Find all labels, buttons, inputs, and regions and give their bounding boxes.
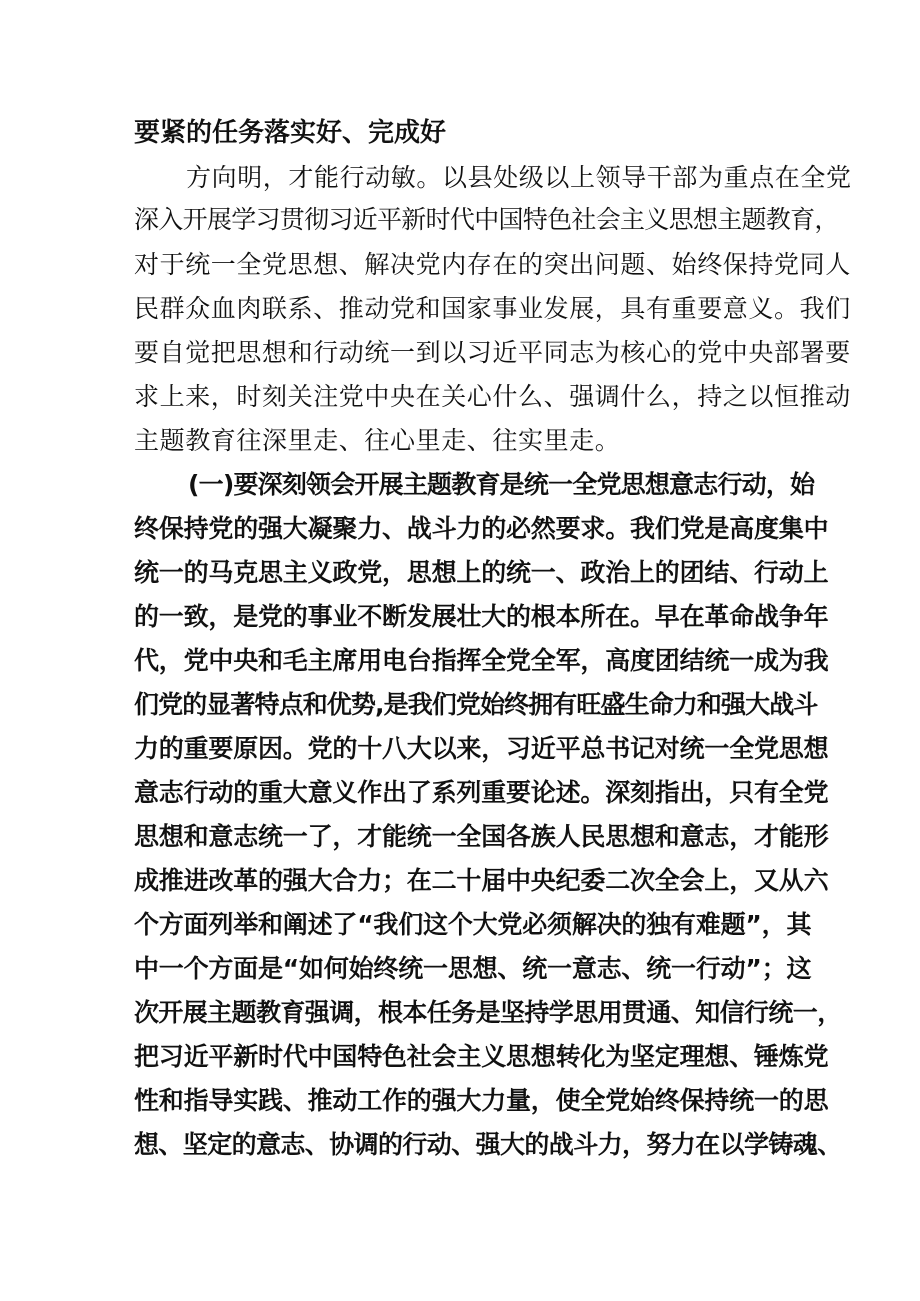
paragraph2-line-9: 思想和意志统一了，才能统一全国各族人民思想和意志，才能形 xyxy=(134,822,829,851)
paragraph2-line-1: (一)要深刻领会开展主题教育是统一全党思想意志行动，始 xyxy=(188,470,815,499)
paragraph2-line-10: 成推进改革的强大合力；在二十届中央纪委二次全会上，又从六 xyxy=(134,866,829,895)
paragraph1-line-7: 主题教育往深里走、往心里走、往实里走。 xyxy=(134,426,621,455)
paragraph1-line-2: 深入开展学习贯彻习近平新时代中国特色社会主义思想主题教育， xyxy=(134,205,839,234)
paragraph1-line-1: 方向明，才能行动敏。以县处级以上领导干部为重点在全党 xyxy=(186,163,852,192)
paragraph2-line-16: 想、坚定的意志、协调的行动、强大的战斗力，努力在以学铸魂、 xyxy=(134,1130,842,1159)
paragraph2-line-14: 把习近平新时代中国特色社会主义思想转化为坚定理想、锤炼党 xyxy=(134,1042,829,1071)
heading-line: 要紧的任务落实好、完成好 xyxy=(134,118,447,148)
paragraph1-line-5: 要自觉把思想和行动统一到以习近平同志为核心的党中央部署要 xyxy=(134,338,851,367)
paragraph2-line-5: 代，党中央和毛主席用电台指挥全党全军，高度团结统一成为我 xyxy=(134,646,829,675)
paragraph2-line-8: 意志行动的重大意义作出了系列重要论述。深刻指出，只有全党 xyxy=(134,778,829,807)
paragraph2-line-7: 力的重要原因。党的十八大以来，习近平总书记对统一全党思想 xyxy=(134,734,829,763)
paragraph2-line-3: 统一的马克思主义政党，思想上的统一、政治上的团结、行动上 xyxy=(134,558,829,587)
paragraph2-line-4: 的一致，是党的事业不断发展壮大的根本所在。早在革命战争年 xyxy=(134,602,829,631)
paragraph2-line-13: 次开展主题教育强调，根本任务是坚持学思用贯通、知信行统一， xyxy=(134,998,842,1027)
paragraph2-line-11: 个方面列举和阐述了“我们这个大党必须解决的独有难题”，其 xyxy=(134,910,812,939)
paragraph2-line-6: 们党的显著特点和优势,是我们党始终拥有旺盛生命力和强大战斗 xyxy=(134,690,818,719)
paragraph1-line-6: 求上来，时刻关注党中央在关心什么、强调什么，持之以恒推动 xyxy=(134,382,851,411)
paragraph1-line-3: 对于统一全党思想、解决党内存在的突出问题、始终保持党同人 xyxy=(134,250,851,279)
paragraph2-line-12: 中一个方面是“如何始终统一思想、统一意志、统一行动”；这 xyxy=(134,954,812,983)
paragraph1-line-4: 民群众血肉联系、推动党和国家事业发展，具有重要意义。我们 xyxy=(134,294,851,323)
paragraph2-line-2: 终保持党的强大凝聚力、战斗力的必然要求。我们党是高度集中 xyxy=(134,514,829,543)
paragraph2-line-15: 性和指导实践、推动工作的强大力量，使全党始终保持统一的思 xyxy=(134,1086,829,1115)
